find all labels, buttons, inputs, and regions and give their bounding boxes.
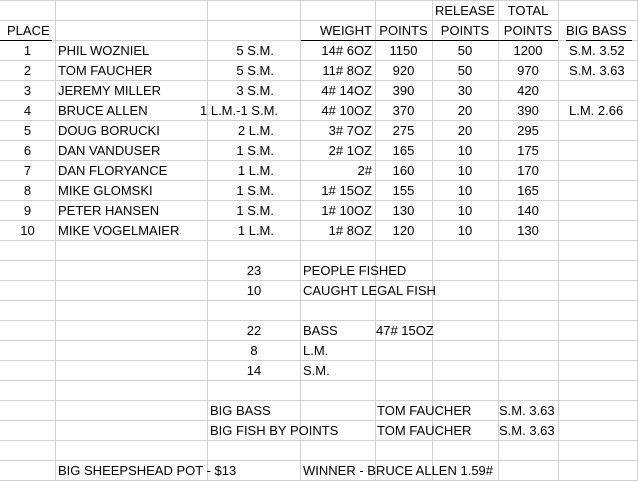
total-cell: 1200 <box>513 43 543 58</box>
weight-cell: 3# 7OZ <box>328 123 372 138</box>
big-bass-cell: S.M. 3.52 <box>569 43 625 58</box>
points-cell: 155 <box>392 183 415 198</box>
weight-cell: 14# 6OZ <box>321 43 372 58</box>
total-cell: 295 <box>517 123 539 138</box>
place-cell: 6 <box>23 143 32 158</box>
header-points: POINTS <box>379 23 428 38</box>
big-bass-cell <box>569 161 635 181</box>
release-cell: 10 <box>457 203 473 218</box>
place-cell: 7 <box>23 163 32 178</box>
big-fish-points-winner: TOM FAUCHER <box>377 423 472 438</box>
release-cell: 10 <box>457 143 473 158</box>
header-big-bass: BIG BASS <box>566 23 627 38</box>
fish-count: 1 S.M. <box>236 183 274 198</box>
points-cell: 160 <box>392 163 415 178</box>
fish-count: 1 L.M.-1 S.M. <box>200 103 279 118</box>
big-bass-cell <box>569 141 635 161</box>
angler-name: JEREMY MILLER <box>58 83 162 98</box>
legal-label: CAUGHT LEGAL FISH <box>303 283 436 298</box>
lm-label: L.M. <box>303 343 329 358</box>
angler-name: MIKE GLOMSKI <box>58 183 153 198</box>
total-cell: 175 <box>517 143 539 158</box>
big-fish-points-label: BIG FISH BY POINTS <box>210 423 339 438</box>
release-cell: 20 <box>457 123 473 138</box>
weight-cell: 1# 8OZ <box>328 223 372 238</box>
lm-count: 8 <box>250 343 258 358</box>
angler-name: DOUG BORUCKI <box>58 123 160 138</box>
fish-count: 1 L.M. <box>237 163 274 178</box>
weight-cell: 11# 8OZ <box>322 63 372 78</box>
total-cell: 970 <box>517 63 539 78</box>
bass-count: 22 <box>246 323 262 338</box>
points-cell: 920 <box>392 63 415 78</box>
header-total: TOTAL <box>507 3 549 18</box>
release-cell: 30 <box>457 83 473 98</box>
sheepshead-pot: BIG SHEEPSHEAD POT - $13 <box>58 463 237 478</box>
header-total-points: POINTS <box>503 23 553 38</box>
fish-count: 2 L.M. <box>237 123 274 138</box>
release-cell: 50 <box>457 43 473 58</box>
header-release: RELEASE <box>435 3 495 18</box>
angler-name: BRUCE ALLEN <box>58 103 148 118</box>
big-bass-cell <box>569 121 635 141</box>
big-bass-cell: S.M. 3.63 <box>569 63 625 78</box>
total-cell: 165 <box>517 183 539 198</box>
sheepshead-winner: WINNER - BRUCE ALLEN 1.59# <box>303 463 494 478</box>
place-cell: 3 <box>23 83 32 98</box>
points-cell: 165 <box>392 143 415 158</box>
place-cell: 1 <box>23 43 32 58</box>
release-cell: 10 <box>457 163 473 178</box>
place-cell: 5 <box>23 123 32 138</box>
big-fish-points-value: S.M. 3.63 <box>499 423 555 438</box>
sm-count: 14 <box>246 363 262 378</box>
big-bass-label: BIG BASS <box>210 403 271 418</box>
angler-name: DAN VANDUSER <box>58 143 161 158</box>
place-cell: 10 <box>20 223 35 238</box>
big-bass-cell <box>569 81 635 101</box>
points-cell: 275 <box>392 123 415 138</box>
place-cell: 2 <box>23 63 32 78</box>
fish-count: 5 S.M. <box>236 63 274 78</box>
release-cell: 20 <box>457 103 473 118</box>
fish-count: 5 S.M. <box>236 43 274 58</box>
total-cell: 170 <box>517 163 539 178</box>
angler-name: PHIL WOZNIEL <box>58 43 150 58</box>
total-cell: 130 <box>517 223 539 238</box>
big-bass-value: S.M. 3.63 <box>499 403 555 418</box>
place-cell: 4 <box>23 103 32 118</box>
total-cell: 420 <box>517 83 539 98</box>
weight-cell: 1# 10OZ <box>321 203 372 218</box>
fish-count: 1 S.M. <box>236 203 274 218</box>
column-gridline <box>558 0 559 481</box>
bass-label: BASS <box>303 323 338 338</box>
fish-count: 1 S.M. <box>236 143 274 158</box>
big-bass-cell <box>569 181 635 201</box>
weight-cell: 4# 14OZ <box>321 83 372 98</box>
big-bass-cell <box>569 201 635 221</box>
column-gridline <box>55 0 56 481</box>
points-cell: 1150 <box>389 43 418 58</box>
fish-count: 1 L.M. <box>237 223 274 238</box>
release-cell: 10 <box>457 223 473 238</box>
weight-cell: 2# <box>357 163 372 178</box>
points-cell: 390 <box>392 83 415 98</box>
angler-name: TOM FAUCHER <box>58 63 153 78</box>
place-cell: 8 <box>23 183 32 198</box>
big-bass-cell <box>569 221 635 241</box>
weight-cell: 2# 1OZ <box>328 143 372 158</box>
legal-count: 10 <box>246 283 262 298</box>
fish-count: 3 S.M. <box>236 83 274 98</box>
weight-cell: 4# 10OZ <box>321 103 372 118</box>
big-bass-cell: L.M. 2.66 <box>569 103 624 118</box>
release-cell: 10 <box>457 183 473 198</box>
people-count: 23 <box>246 263 262 278</box>
points-cell: 130 <box>392 203 415 218</box>
total-cell: 390 <box>517 103 539 118</box>
angler-name: MIKE VOGELMAIER <box>58 223 180 238</box>
header-weight: WEIGHT <box>320 23 372 38</box>
header-place: PLACE <box>7 23 50 38</box>
bass-weight: 47# 15OZ <box>376 323 434 338</box>
weight-cell: 1# 15OZ <box>321 183 372 198</box>
people-label: PEOPLE FISHED <box>303 263 407 278</box>
points-cell: 370 <box>392 103 415 118</box>
points-cell: 120 <box>392 223 415 238</box>
sm-label: S.M. <box>303 363 330 378</box>
place-cell: 9 <box>23 203 32 218</box>
angler-name: PETER HANSEN <box>58 203 160 218</box>
total-cell: 140 <box>517 203 539 218</box>
big-bass-winner: TOM FAUCHER <box>377 403 472 418</box>
release-cell: 50 <box>457 63 473 78</box>
angler-name: DAN FLORYANCE <box>58 163 168 178</box>
header-release-points: POINTS <box>440 23 490 38</box>
